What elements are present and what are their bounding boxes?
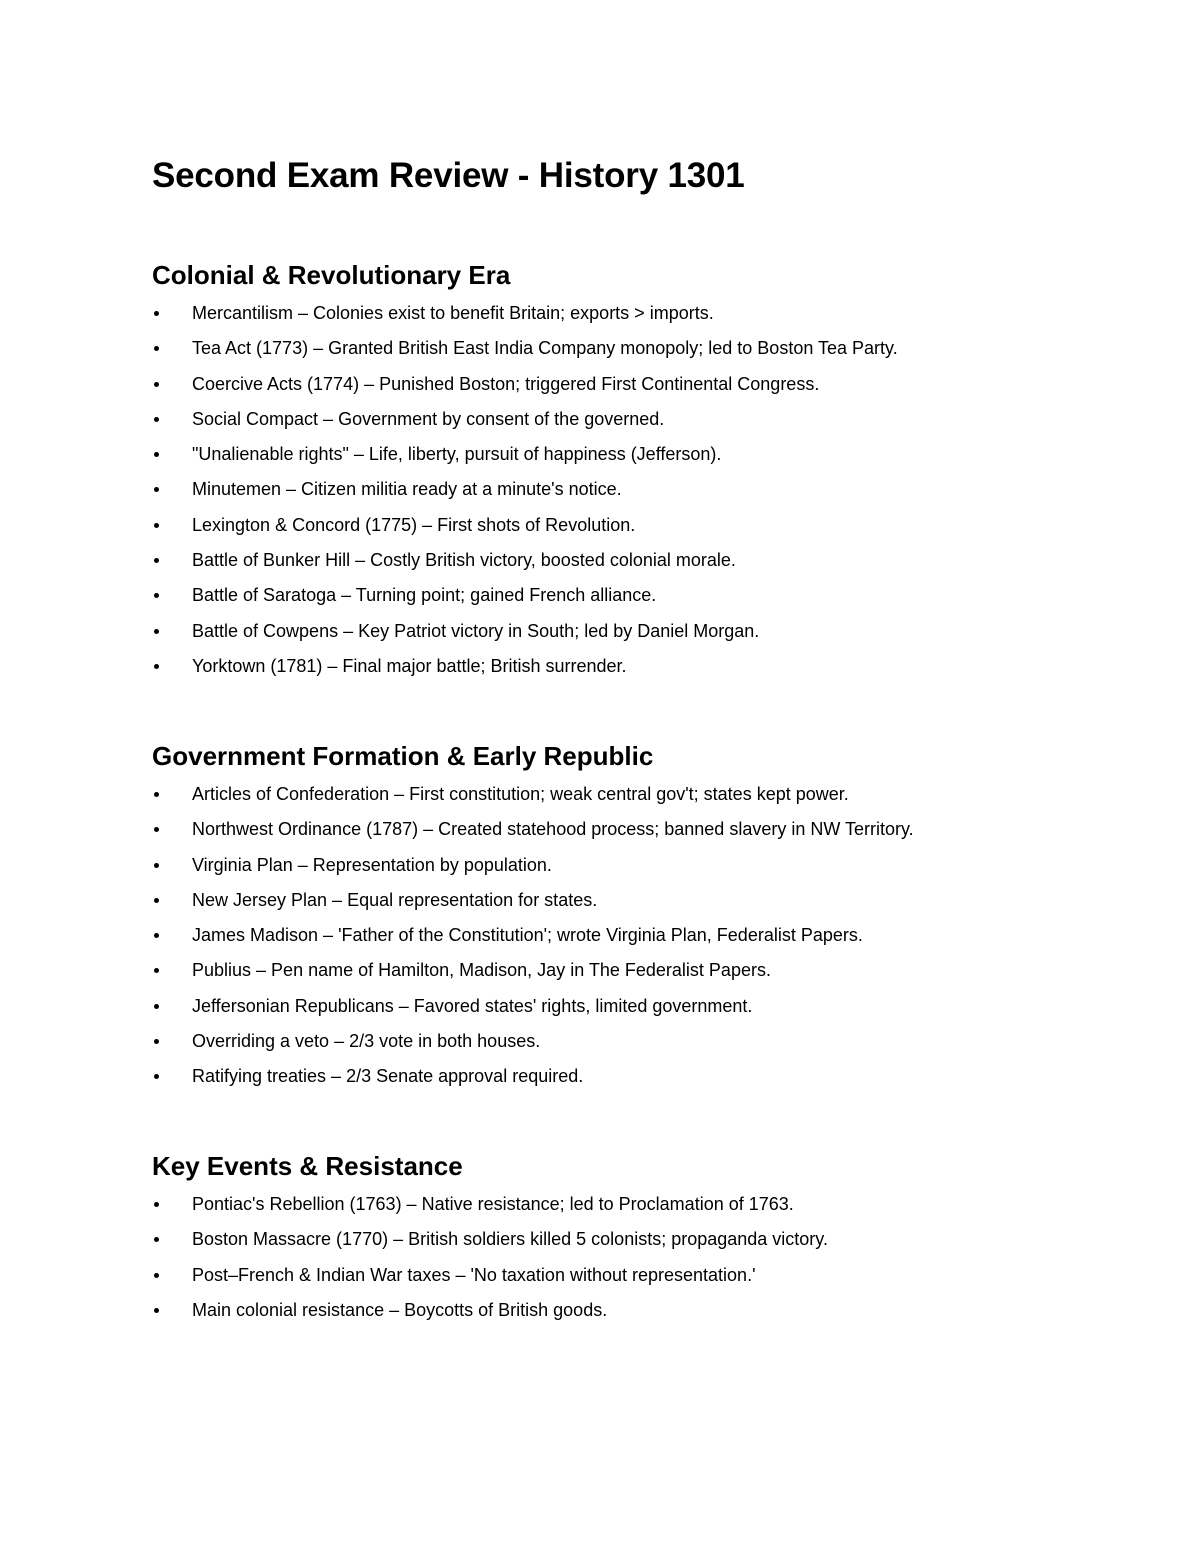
bullet-icon: [154, 558, 159, 563]
list-item-text: New Jersey Plan – Equal representation for states.: [192, 889, 598, 910]
section-colonial-revolutionary-era: [152, 258, 1152, 684]
section-key-events-resistance: [152, 1149, 1152, 1328]
bullet-icon: [154, 382, 159, 387]
list-item-text: Battle of Saratoga – Turning point; gained French alliance.: [192, 585, 657, 606]
bullet-icon: [154, 487, 159, 492]
bullet-icon: [154, 629, 159, 634]
list-item-text: Boston Massacre (1770) – British soldiers killed 5 colonists; propaganda victory.: [192, 1229, 828, 1250]
list-item-text: Pontiac's Rebellion (1763) – Native resistance; led to Proclamation of 1763.: [192, 1194, 794, 1214]
list-item: [152, 848, 1152, 883]
bullet-icon: [154, 593, 159, 598]
list-item: [152, 1293, 1152, 1328]
list-item: [152, 649, 1152, 684]
list-item: [152, 777, 1152, 812]
bullet-icon: [154, 523, 159, 528]
list-item: [152, 953, 1152, 988]
list-item-text: Main colonial resistance – Boycotts of British goods.: [192, 1299, 608, 1320]
list-item: [152, 1024, 1152, 1059]
bullet-icon: [154, 933, 159, 938]
bullet-icon: [154, 898, 159, 903]
list-item-text: Tea Act (1773) – Granted British East India Company monopoly; led to Boston Tea Party.: [192, 338, 898, 359]
list-item-text: Minutemen – Citizen militia ready at a minute's notice.: [192, 479, 622, 500]
list-item-text: Lexington & Concord (1775) – First shots of Revolution.: [192, 514, 636, 535]
list-item-text: Overriding a veto – 2/3 vote in both houses.: [192, 1031, 541, 1052]
list-item: [152, 296, 1152, 331]
list-item: [152, 367, 1152, 402]
bullet-icon: [154, 417, 159, 422]
list-item-text: Northwest Ordinance (1787) – Created statehood process; banned slavery in NW Territory.: [192, 819, 914, 840]
list-item: [152, 1059, 1152, 1094]
list-item: [152, 812, 1152, 847]
list-item: [152, 883, 1152, 918]
list-item: [152, 472, 1152, 507]
bullet-icon: [154, 1004, 159, 1009]
list-item-text: Post–French & Indian War taxes – 'No taxation without representation.': [192, 1264, 756, 1285]
bullet-list: [152, 777, 1152, 1095]
list-item: [152, 918, 1152, 953]
list-item-text: Yorktown (1781) – Final major battle; British surrender.: [192, 655, 627, 676]
bullet-icon: [154, 1273, 159, 1278]
list-item: [152, 989, 1152, 1024]
list-item: [152, 1187, 1152, 1222]
list-item: [152, 1222, 1152, 1257]
document-title: Second Exam Review - History 1301: [152, 156, 745, 195]
list-item: [152, 508, 1152, 543]
bullet-icon: [154, 1202, 159, 1207]
bullet-icon: [154, 827, 159, 832]
section-heading: Colonial & Revolutionary Era: [152, 260, 511, 290]
list-item-text: James Madison – 'Father of the Constitution'; wrote Virginia Plan, Federalist Papers.: [192, 925, 863, 946]
list-item-text: Articles of Confederation – First constitution; weak central gov't; states kept power.: [192, 784, 849, 804]
bullet-list: [152, 1187, 1152, 1328]
bullet-icon: [154, 1039, 159, 1044]
list-item-text: Coercive Acts (1774) – Punished Boston; triggered First Continental Congress.: [192, 373, 820, 394]
bullet-icon: [154, 346, 159, 351]
list-item-text: Social Compact – Government by consent of the governed.: [192, 408, 665, 429]
list-item: [152, 578, 1152, 613]
list-item-text: Publius – Pen name of Hamilton, Madison, Jay in The Federalist Papers.: [192, 960, 771, 981]
list-item: [152, 614, 1152, 649]
list-item-text: "Unalienable rights" – Life, liberty, pursuit of happiness (Jefferson).: [192, 444, 722, 465]
list-item-text: Battle of Bunker Hill – Costly British victory, boosted colonial morale.: [192, 550, 736, 571]
section-heading: Government Formation & Early Republic: [152, 741, 654, 771]
bullet-icon: [154, 664, 159, 669]
bullet-list: [152, 296, 1152, 684]
bullet-icon: [154, 863, 159, 868]
list-item-text: Jeffersonian Republicans – Favored states' rights, limited government.: [192, 995, 753, 1016]
bullet-icon: [154, 452, 159, 457]
bullet-icon: [154, 1308, 159, 1313]
list-item-text: Mercantilism – Colonies exist to benefit Britain; exports > imports.: [192, 303, 714, 323]
list-item: [152, 402, 1152, 437]
bullet-icon: [154, 968, 159, 973]
bullet-icon: [154, 1237, 159, 1242]
list-item: [152, 331, 1152, 366]
section-heading: Key Events & Resistance: [152, 1151, 463, 1181]
bullet-icon: [154, 311, 159, 316]
list-item: [152, 1258, 1152, 1293]
list-item: [152, 543, 1152, 578]
list-item: [152, 437, 1152, 472]
list-item-text: Virginia Plan – Representation by population.: [192, 854, 552, 875]
list-item-text: Battle of Cowpens – Key Patriot victory in South; led by Daniel Morgan.: [192, 620, 760, 641]
bullet-icon: [154, 1074, 159, 1079]
list-item-text: Ratifying treaties – 2/3 Senate approval required.: [192, 1066, 584, 1087]
section-government-formation: [152, 739, 1152, 1095]
bullet-icon: [154, 792, 159, 797]
